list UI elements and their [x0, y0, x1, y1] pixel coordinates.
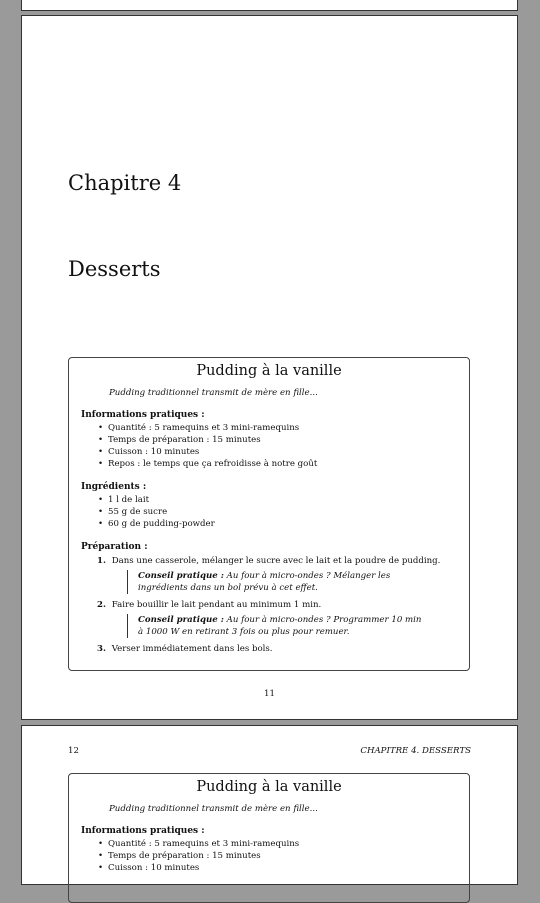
step-text: Dans une casserole, mélanger le sucre avec le lait et la poudre de pudding. — [111, 556, 441, 566]
info-list — [69, 838, 469, 874]
list-item: • 60 g de pudding-powder — [98, 518, 469, 530]
list-item: • Temps de préparation : 15 minutes — [98, 434, 469, 446]
recipe-subtitle: Pudding traditionnel transmit de mère en fille... — [109, 388, 318, 398]
list-item: • Quantité : 5 ramequins et 3 mini-ramequins — [98, 422, 469, 434]
recipe-subtitle: Pudding traditionnel transmit de mère en fille... — [109, 804, 318, 814]
step-1 — [97, 555, 469, 594]
advice-label: Conseil pratique : — [138, 571, 224, 581]
recipe-box — [68, 773, 470, 903]
advice-text: Au four à micro-ondes ? Mélanger les ingrédients dans un bol prévu à cet effet. — [138, 571, 391, 593]
ingredients-list — [69, 494, 469, 530]
list-item: • 55 g de sucre — [98, 506, 469, 518]
step-number: 1. — [97, 556, 106, 566]
recipe-title: Pudding à la vanille — [196, 779, 342, 795]
advice-label: Conseil pratique : — [138, 615, 224, 625]
step-2 — [97, 599, 469, 638]
advice-text: Au four à micro-ondes ? Programmer 10 min à 1000 W en retirant 3 fois ou plus pour remuer. — [138, 615, 422, 637]
chapter-title: Desserts — [68, 257, 161, 281]
step-number: 3. — [97, 644, 106, 654]
list-item: • Cuisson : 10 minutes — [98, 862, 469, 874]
step-text: Faire bouillir le lait pendant au minimum 1 min. — [111, 600, 322, 610]
list-item: • 1 l de lait — [98, 494, 469, 506]
info-heading: Informations pratiques : — [81, 410, 205, 420]
list-item: • Temps de préparation : 15 minutes — [98, 850, 469, 862]
recipe-box — [68, 357, 470, 671]
list-item: • Repos : le temps que ça refroidisse à notre goût — [98, 458, 469, 470]
step-3 — [97, 643, 469, 655]
chapter-label: Chapitre 4 — [68, 171, 182, 195]
advice-note — [127, 614, 428, 638]
page-number: 11 — [264, 689, 275, 699]
list-item: • Quantité : 5 ramequins et 3 mini-ramequins — [98, 838, 469, 850]
recipe-title: Pudding à la vanille — [196, 363, 342, 379]
list-item: • Cuisson : 10 minutes — [98, 446, 469, 458]
ingredients-heading: Ingrédients : — [81, 482, 147, 492]
page-12 — [21, 725, 518, 885]
preparation-steps — [69, 555, 469, 655]
preparation-heading: Préparation : — [81, 542, 148, 552]
page-11 — [21, 15, 518, 720]
step-number: 2. — [97, 600, 106, 610]
info-heading: Informations pratiques : — [81, 826, 205, 836]
previous-page — [21, 0, 518, 11]
step-text: Verser immédiatement dans les bols. — [111, 644, 273, 654]
running-page-number: 12 — [68, 746, 79, 756]
running-header: CHAPITRE 4. DESSERTS — [360, 746, 471, 756]
info-list — [69, 422, 469, 470]
advice-note — [127, 570, 428, 594]
